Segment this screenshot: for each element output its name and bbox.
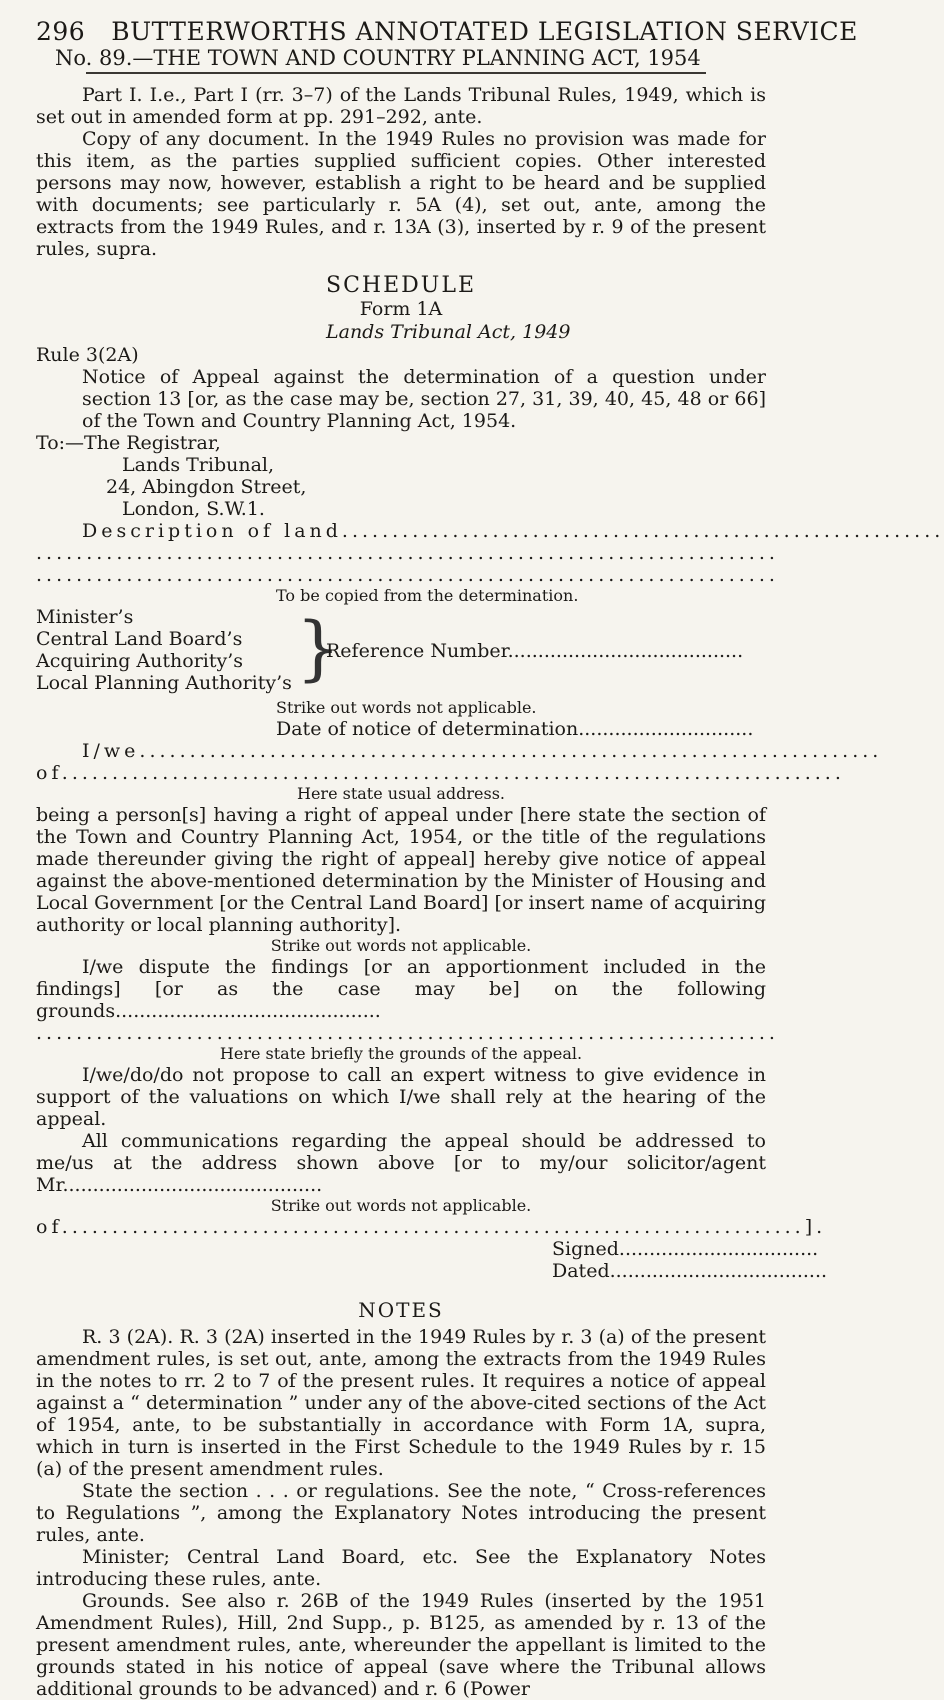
- header-rule: [86, 72, 706, 74]
- strike-note-3: Strike out words not applicable.: [270, 1196, 532, 1215]
- address-line-1: Lands Tribunal,: [122, 454, 275, 476]
- ref-option: Minister’s: [36, 606, 134, 628]
- to-line: To:—The Registrar,: [36, 432, 221, 454]
- copy-instruction: To be copied from the determination.: [276, 586, 579, 605]
- part-i-note: Part I. I.e., Part I (rr. 3–7) of the Lands Tribunal Rules, 1949, which is set out in amended form at pp. 291–292, ante.: [36, 84, 766, 128]
- act-title: Lands Tribunal Act, 1949: [326, 321, 571, 343]
- date-of-notice: Date of notice of determination.............................: [276, 718, 754, 740]
- brace-icon: }: [296, 607, 341, 689]
- reference-block: [36, 606, 766, 698]
- page-number: 296: [36, 17, 86, 46]
- usual-address-note: Here state usual address.: [297, 784, 505, 803]
- note-minister: Minister; Central Land Board, etc. See the Explanatory Notes introducing these rules, ante.: [36, 1546, 766, 1590]
- address-line-3: London, S.W.1.: [122, 498, 265, 520]
- signed-line: Signed.................................: [552, 1238, 819, 1260]
- copy-note: Copy of any document. In the 1949 Rules no provision was made for this item, as the parties supplied sufficient copies. Other interested persons may now, however, establish a right to be heard and be supplied with documents; see particularly r. 5A (4), set out, ante, among the extracts from the 1949 Rules, and r. 13A (3), inserted by r. 9 of the present rules, supra.: [36, 128, 766, 260]
- of-line-2: of..........................................................................].: [36, 1216, 827, 1238]
- note-r3: R. 3 (2A). R. 3 (2A) inserted in the 1949 Rules by r. 3 (a) of the present amendment rules, is set out, ante, among the extracts from the 1949 Rules in the notes to rr. 2 to 7 of the present rules. It requires a notice of appeal against a “ determination ” under any of the above-cited sections of the Act of 1954, ante, to be substantially in accordance with Form 1A, supra, which in turn is inserted in the First Schedule to the 1949 Rules by r. 15 (a) of the present amendment rules.: [36, 1326, 766, 1480]
- publication-title: BUTTERWORTHS ANNOTATED LEGISLATION SERVICE: [111, 17, 858, 46]
- address-line-2: 24, Abingdon Street,: [106, 476, 307, 498]
- dispute-text: I/we dispute the findings [or an apportionment included in the findings] [or as the case may be] on the following grounds............................................: [36, 956, 766, 1022]
- appeal-body: being a person[s] having a right of appeal under [here state the section of the Town and Country Planning Act, 1954, or the title of the regulations made thereunder giving the right of appeal] hereby give notice of appeal against the above-mentioned determination by the Minister of Housing and Local Government [or the Central Land Board] [or insert name of acquiring authority or local planning authority].: [36, 804, 766, 936]
- notes-heading: NOTES: [358, 1298, 444, 1322]
- ref-option: Acquiring Authority’s: [36, 650, 244, 672]
- strike-note-1: Strike out words not applicable.: [276, 698, 537, 717]
- document-page: [36, 17, 944, 1700]
- running-header: [36, 17, 858, 46]
- strike-note-2: Strike out words not applicable.: [270, 936, 532, 955]
- note-grounds: Grounds. See also r. 26B of the 1949 Rules (inserted by the 1951 Amendment Rules), Hill, 2nd Supp., p. B125, as amended by r. 13 of the present amendment rules, ante, whereunder the appellant is limited to the grounds stated in his notice of appeal (save where the Tribunal allows additional grounds to be advanced) and r. 6 (Power: [36, 1590, 766, 1700]
- blank-line: ..........................................................................: [36, 542, 779, 564]
- dated-line: Dated....................................: [552, 1260, 828, 1282]
- statute-title: No. 89.—THE TOWN AND COUNTRY PLANNING ACT, 1954: [55, 46, 701, 70]
- description-line: Description of land............................................................: [82, 520, 944, 542]
- schedule-heading: SCHEDULE: [326, 273, 476, 298]
- iwe-line: I/we..........................................................................: [82, 740, 883, 762]
- ref-option: Local Planning Authority’s: [36, 672, 292, 694]
- ref-option: Central Land Board’s: [36, 628, 243, 650]
- communications-text: All communications regarding the appeal should be addressed to me/us at the address shown above [or to my/our solicitor/agent Mr...........................................: [36, 1130, 766, 1196]
- reference-number: Reference Number.......................................: [326, 640, 744, 662]
- blank-line: ..........................................................................: [36, 564, 779, 586]
- reference-options: [36, 606, 292, 694]
- form-label: Form 1A: [359, 298, 443, 320]
- note-state-section: State the section . . . or regulations. See the note, “ Cross-references to Regulations ”, among the Explanatory Notes introducing the present rules, ante.: [36, 1480, 766, 1546]
- notice-heading: Notice of Appeal against the determination of a question under section 13 [or, as the case may be, section 27, 31, 39, 40, 45, 48 or 66] of the Town and Country Planning Act, 1954.: [82, 366, 766, 432]
- grounds-note: Here state briefly the grounds of the appeal.: [219, 1044, 583, 1063]
- of-line: of..............................................................................: [36, 762, 845, 784]
- expert-witness-text: I/we/do/do not propose to call an expert witness to give evidence in support of the valuations on which I/we shall rely at the hearing of the appeal.: [36, 1064, 766, 1130]
- blank-line: ..........................................................................: [36, 1022, 779, 1044]
- rule-ref: Rule 3(2A): [36, 344, 139, 366]
